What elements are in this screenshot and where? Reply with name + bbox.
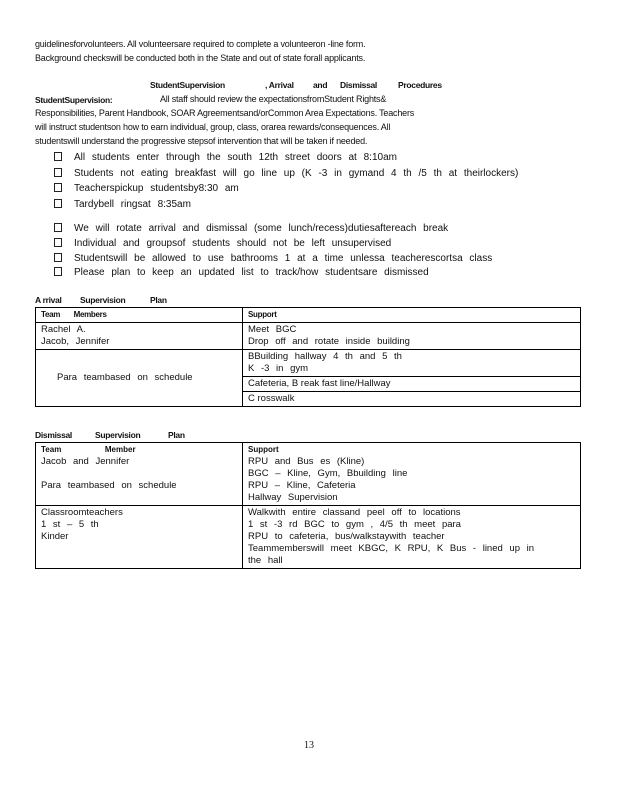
procedures-para-4: studentswill understand the progressive stepsof intervention that will be taken if needed.: [35, 136, 368, 146]
page-number: 13: [304, 740, 314, 751]
bullet-item: Individual and groupsof students should not be left unsupervised: [54, 237, 574, 250]
checkbox-bullet-icon: [54, 168, 62, 177]
checkbox-bullet-icon: [54, 152, 62, 161]
checkbox-bullet-icon: [54, 238, 62, 247]
bullet-item: Studentswill be allowed to use bathrooms 1 at a time unlessa teacherescortsa class: [54, 252, 574, 265]
arrival-heading-3: Plan: [150, 295, 167, 305]
support-cell: Meet BGC Drop off and rotate inside building: [243, 323, 581, 350]
table-row: [36, 443, 581, 506]
arrival-heading-1: A rrival: [35, 295, 62, 305]
intro-line-2: Background checkswill be conducted both in the State and out of state forall applicants.: [35, 53, 366, 63]
support-cell: BBuilding hallway 4 th and 5 th K -3 in gym: [243, 350, 581, 377]
procedures-title-4: Dismissal: [340, 80, 377, 90]
support-cell: Support RPU and Bus es (Kline) BGC – Kline, Gym, Bbuilding line RPU – Kline, Cafeteria Hallway Supervision: [243, 443, 581, 506]
procedures-title-5: Procedures: [398, 80, 442, 90]
procedures-para-3: will instruct studentson how to earn individual, group, class, orarea rewards/consequences. All: [35, 122, 391, 132]
procedures-title-1: StudentSupervision: [150, 80, 225, 90]
members-cell: Rachel A. Jacob, Jennifer: [36, 323, 243, 350]
support-header: Support: [243, 308, 581, 323]
bullet-item: Teacherspickup studentsby8:30 am: [54, 182, 574, 195]
table-row: [36, 323, 581, 350]
procedures-title-2: , Arrival: [265, 80, 294, 90]
support-cell: Cafeteria, B reak fast line/Hallway: [243, 377, 581, 392]
procedures-title-3: and: [313, 80, 328, 90]
checkbox-bullet-icon: [54, 223, 62, 232]
table-row: [36, 506, 581, 569]
checkbox-bullet-icon: [54, 253, 62, 262]
dismissal-heading-2: Supervision: [95, 430, 141, 440]
members-cell: Para teambased on schedule: [36, 350, 243, 407]
bullet-item: Students not eating breakfast will go line up (K -3 in gymand 4 th /5 th at theirlockers): [54, 167, 574, 180]
support-cell: Walkwith entire classand peel off to locations 1 st -3 rd BGC to gym , 4/5 th meet para RPU to cafeteria, bus/walkstaywith teacher Teammemberswill meet KBGC, K RPU, K Bus - lined up in the hall: [243, 506, 581, 569]
bullet-item: Tardybell ringsat 8:35am: [54, 198, 574, 211]
arrival-heading-2: Supervision: [80, 295, 126, 305]
dismissal-heading-1: Dismissal: [35, 430, 72, 440]
team-members-header: Team Members: [36, 308, 243, 323]
table-header-row: [36, 308, 581, 323]
members-cell: Classroomteachers 1 st – 5 th Kinder: [36, 506, 243, 569]
support-cell: C rosswalk: [243, 392, 581, 407]
bullet-item: Please plan to keep an updated list to track/how studentsare dismissed: [54, 266, 574, 279]
arrival-plan-table: [35, 307, 581, 407]
dismissal-heading-3: Plan: [168, 430, 185, 440]
intro-line-1: guidelinesforvolunteers. All volunteersare required to complete a volunteeron -line form.: [35, 39, 366, 49]
checkbox-bullet-icon: [54, 183, 62, 192]
checkbox-bullet-icon: [54, 267, 62, 276]
dismissal-plan-table: [35, 442, 581, 569]
student-supervision-label: StudentSupervision:: [35, 95, 113, 105]
members-cell: Team Member Jacob and Jennifer Para teambased on schedule: [36, 443, 243, 506]
procedures-para-2: Responsibilities, Parent Handbook, SOAR Agreementsand/orCommon Area Expectations. Teachers: [35, 108, 415, 118]
bullet-item: All students enter through the south 12th street doors at 8:10am: [54, 151, 574, 164]
checkbox-bullet-icon: [54, 199, 62, 208]
table-row: [36, 350, 581, 377]
procedures-para-1: All staff should review the expectationsfromStudent Rights&: [160, 94, 387, 104]
bullet-item: We will rotate arrival and dismissal (some lunch/recess)dutiesaftereach break: [54, 222, 574, 235]
